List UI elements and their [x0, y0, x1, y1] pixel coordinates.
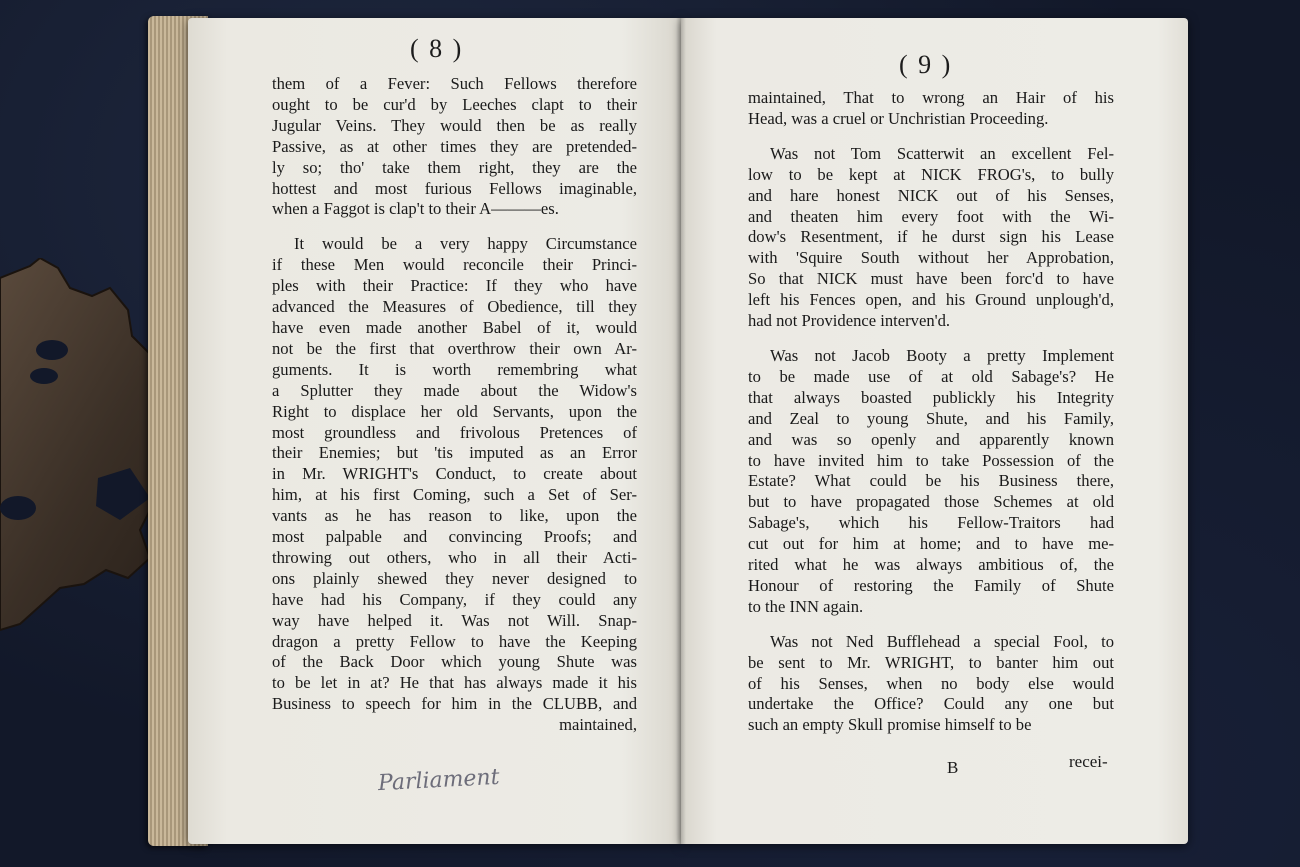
text-line: dragon a pretty Fellow to have the Keeping	[272, 631, 637, 651]
text-line: low to be kept at NICK FROG's, to bully	[748, 164, 1114, 184]
left-page	[188, 18, 681, 844]
text-line: have even made another Babel of it, would	[272, 317, 637, 337]
text-line: a Splutter they made about the Widow's	[272, 380, 637, 400]
text-line: them of a Fever: Such Fellows therefore	[272, 74, 637, 93]
text-line: to be made use of at old Sabage's? He	[748, 366, 1114, 386]
handwritten-annotation: Parliament	[377, 764, 501, 797]
text-line: guments. It is worth remembring what	[272, 359, 637, 379]
text-line: Sabage's, which his Fellow-Traitors had	[748, 513, 1114, 533]
right-page	[681, 18, 1188, 844]
text-line: maintained,	[559, 715, 637, 735]
text-line: Passive, as at other times they are pretended-	[272, 136, 637, 156]
text-line: hottest and most furious Fellows imaginable,	[272, 178, 637, 198]
text-line: cut out for him at home; and to have me-	[748, 534, 1114, 554]
page-number: ( 9 )	[899, 50, 953, 79]
text-line: ought to be cur'd by Leeches clapt to their	[272, 94, 637, 114]
text-line: Estate? What could be his Business there,	[748, 471, 1114, 491]
text-line: Was not Ned Bufflehead a special Fool, to	[770, 631, 1114, 651]
text-line: to the INN again.	[748, 596, 864, 616]
page-text	[748, 88, 1114, 736]
text-line: with 'Squire South without her Approbation,	[748, 248, 1114, 268]
paragraph-gap	[272, 220, 637, 234]
text-line: in Mr. WRIGHT's Conduct, to create about	[272, 464, 637, 484]
text-line: and hare honest NICK out of his Senses,	[748, 185, 1114, 205]
text-line: to be let in at? He that has always made it his	[272, 673, 637, 693]
text-line: left his Fences open, and his Ground unplough'd,	[748, 290, 1114, 310]
paragraph-gap	[748, 618, 1114, 632]
text-line: Was not Tom Scatterwit an excellent Fel-	[770, 143, 1114, 163]
text-line: when a Faggot is clap't to their A———es.	[272, 199, 559, 219]
text-line: maintained, That to wrong an Hair of his	[748, 88, 1114, 107]
text-line: but to have propagated those Schemes at old	[748, 492, 1114, 512]
text-line: ly so; tho' take them right, they are the	[272, 157, 637, 177]
paragraph-gap	[748, 332, 1114, 346]
text-line: ons plainly shewed they never designed to	[272, 568, 637, 588]
text-line: and theaten him every foot with the Wi-	[748, 206, 1114, 226]
text-line: if these Men would reconcile their Princi-	[272, 255, 637, 275]
text-line: him, at his first Coming, such a Set of Ser-	[272, 485, 637, 505]
text-line: Was not Jacob Booty a pretty Implement	[770, 345, 1114, 365]
text-line: Head, was a cruel or Unchristian Proceeding.	[748, 108, 1049, 128]
text-line: So that NICK must have been forc'd to have	[748, 269, 1114, 289]
text-line: way have helped it. Was not Will. Snap-	[272, 610, 637, 630]
text-line: undertake the Office? Could any one but	[748, 694, 1114, 714]
text-line: and was so openly and apparently known	[748, 429, 1114, 449]
text-line: such an empty Skull promise himself to be	[748, 715, 1032, 735]
text-line: to have invited him to take Possession of the	[748, 450, 1114, 470]
text-line: advanced the Measures of Obedience, till they	[272, 297, 637, 317]
text-line: have had his Company, if they could any	[272, 589, 637, 609]
text-line: their Enemies; but 'tis imputed as an Error	[272, 443, 637, 463]
text-line: ples with their Practice: If they who have	[272, 276, 637, 296]
text-line: most groundless and frivolous Pretences of	[272, 422, 637, 442]
text-line: that always boasted publickly his Integrity	[748, 387, 1114, 407]
signature-mark: B	[947, 758, 959, 777]
open-book	[148, 10, 1193, 850]
text-line: not be the first that overthrow their own Ar-	[272, 338, 637, 358]
text-line: throwing out others, who in all their Acti-	[272, 547, 637, 567]
page-number: ( 8 )	[410, 34, 464, 63]
page-text	[272, 74, 637, 736]
text-line: rited what he was always ambitious of, the	[748, 555, 1114, 575]
text-line: Business to speech for him in the CLUBB, and	[272, 694, 637, 714]
text-line: Right to displace her old Servants, upon the	[272, 401, 637, 421]
text-line: be sent to Mr. WRIGHT, to banter him out	[748, 652, 1114, 672]
text-line: vants as he has reason to like, upon the	[272, 506, 637, 526]
text-line: most palpable and convincing Proofs; and	[272, 527, 637, 547]
text-line: of the Back Door which young Shute was	[272, 652, 637, 672]
text-line: It would be a very happy Circumstance	[294, 234, 637, 254]
text-line: Honour of restoring the Family of Shute	[748, 575, 1114, 595]
paragraph-gap	[748, 130, 1114, 144]
text-line: dow's Resentment, if he durst sign his Lease	[748, 227, 1114, 247]
text-line: had not Providence interven'd.	[748, 311, 951, 331]
gutter-shadow	[676, 18, 686, 844]
text-line: of his Senses, when no body else would	[748, 673, 1114, 693]
text-line: and Zeal to young Shute, and his Family,	[748, 408, 1114, 428]
catchword: recei-	[1069, 752, 1108, 771]
text-line: Jugular Veins. They would then be as really	[272, 115, 637, 135]
